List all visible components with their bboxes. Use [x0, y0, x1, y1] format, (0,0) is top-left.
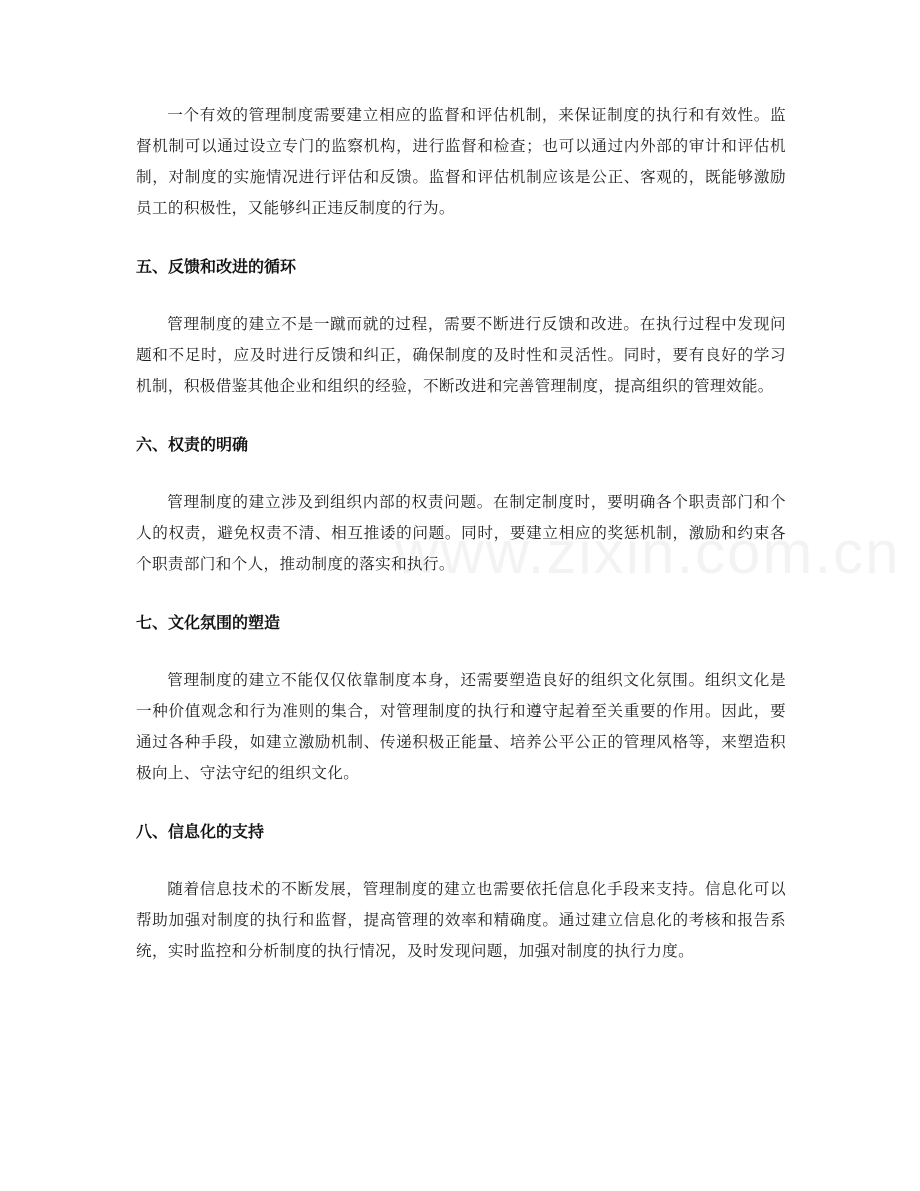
section-paragraph-6: 管理制度的建立涉及到组织内部的权责问题。在制定制度时，要明确各个职责部门和个人的权责，避免权责不清、相互推诿的问题。同时，要建立相应的奖惩机制，激励和约束各个职责部门和个人，推动制度的落实和执行。: [136, 493, 786, 573]
section-heading-7: 七、文化氛围的塑造: [136, 613, 281, 632]
document-body: [136, 100, 786, 967]
section-heading-6: 六、权责的明确: [136, 435, 249, 454]
intro-paragraph: 一个有效的管理制度需要建立相应的监督和评估机制，来保证制度的执行和有效性。监督机制可以通过设立专门的监察机构，进行监督和检查；也可以通过内外部的审计和评估机制，对制度的实施情况进行评估和反馈。监督和评估机制应该是公正、客观的，既能够激励员工的积极性，又能够纠正违反制度的行为。: [136, 106, 786, 217]
section-paragraph-5: 管理制度的建立不是一蹴而就的过程，需要不断进行反馈和改进。在执行过程中发现问题和不足时，应及时进行反馈和纠正，确保制度的及时性和灵活性。同时，要有良好的学习机制，积极借鉴其他企业和组织的经验，不断改进和完善管理制度，提高组织的管理效能。: [136, 315, 786, 395]
section-paragraph-7: 管理制度的建立不能仅仅依靠制度本身，还需要塑造良好的组织文化氛围。组织文化是一种价值观念和行为准则的集合，对管理制度的执行和遵守起着至关重要的作用。因此，要通过各种手段，如建立激励机制、传递积极正能量、培养公平公正的管理风格等，来塑造积极向上、守法守纪的组织文化。: [136, 671, 786, 782]
section-paragraph-8: 随着信息技术的不断发展，管理制度的建立也需要依托信息化手段来支持。信息化可以帮助加强对制度的执行和监督，提高管理的效率和精确度。通过建立信息化的考核和报告系统，实时监控和分析制度的执行情况，及时发现问题，加强对制度的执行力度。: [136, 880, 786, 960]
section-heading-8: 八、信息化的支持: [136, 822, 265, 841]
section-heading-5: 五、反馈和改进的循环: [136, 257, 297, 276]
